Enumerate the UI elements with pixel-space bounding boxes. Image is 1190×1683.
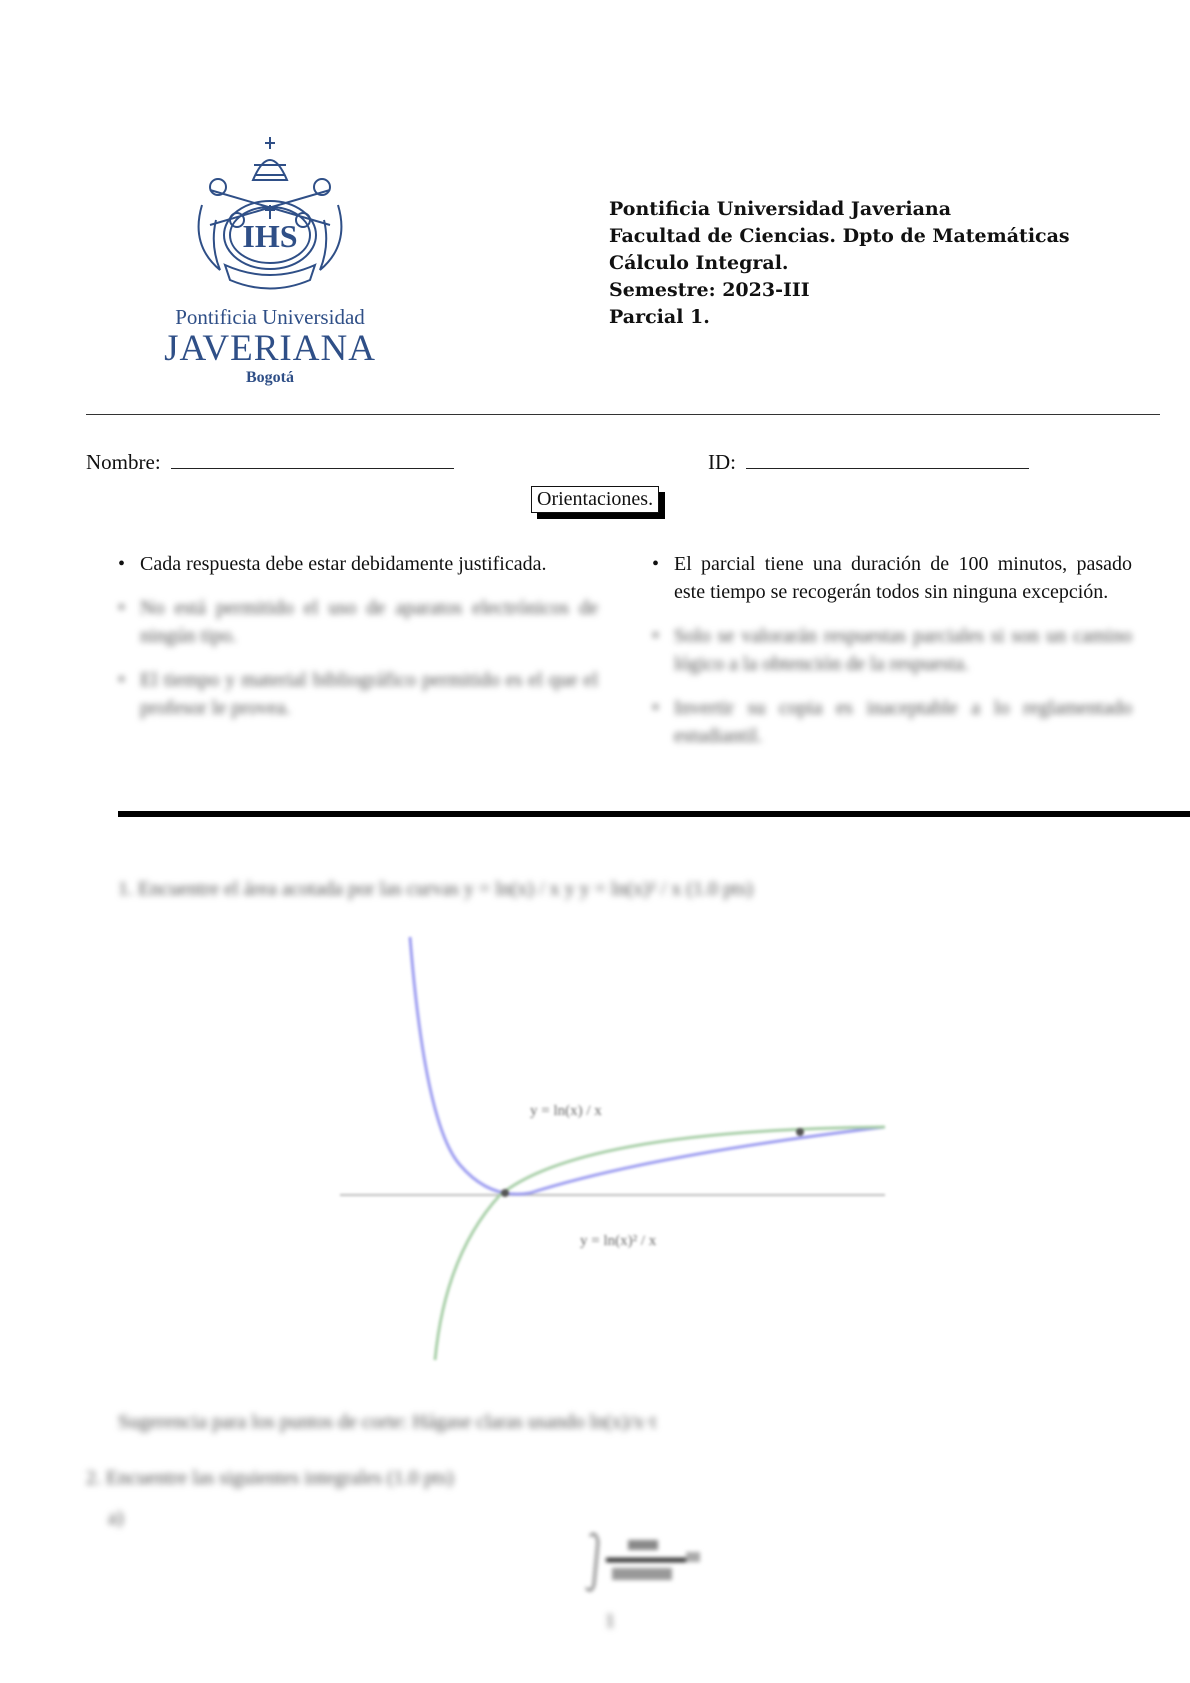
question-2-part-a: a): [108, 1507, 124, 1529]
faculty-name: Facultad de Ciencias. Dpto de Matemáticas: [609, 225, 1070, 247]
page-number: 1: [605, 1610, 615, 1632]
list-item: • El parcial tiene una duración de 100 minutos, pasado este tiempo se recogerán todos sin ninguna excepción.: [652, 550, 1132, 606]
hint-text: Sugerencia para los puntos de corte: Hágase claras usando ln(x)/x·t: [118, 1411, 657, 1433]
list-item: • No está permitido el uso de aparatos electrónicos de ningún tipo.: [118, 594, 598, 650]
list-item: • Cada respuesta debe estar debidamente justificada.: [118, 550, 598, 578]
list-item: • Invertir su copia es inaceptable a lo reglamentado estudiantil.: [652, 694, 1132, 750]
name-label: Nombre:: [86, 450, 161, 474]
university-logo: [140, 135, 400, 390]
crest-icon: [190, 135, 350, 300]
section-divider: [118, 811, 1190, 817]
id-label: ID:: [708, 450, 736, 474]
name-blank[interactable]: [171, 450, 454, 469]
curve-label: y = ln(x) / x: [530, 1103, 602, 1119]
question-2: 2. Encuentre las siguientes integrales (1.0 pts): [86, 1467, 454, 1489]
id-blank[interactable]: [746, 450, 1029, 469]
id-field: [708, 450, 1029, 475]
university-name: Pontificia Universidad Javeriana: [609, 198, 952, 220]
name-field: [86, 450, 454, 475]
question-1: 1. Encuentre el área acotada por las curvas y = ln(x) / x y y = ln(x)² / x (1.0 pts): [118, 878, 754, 900]
intersection-point: [796, 1128, 804, 1136]
logo-line-2: JAVERIANA: [164, 328, 376, 369]
curve-label: y = ln(x)² / x: [580, 1233, 657, 1249]
orientations-title: Orientaciones.: [531, 486, 659, 513]
orientations-left-column: [118, 550, 598, 738]
intersection-point: [501, 1189, 509, 1197]
logo-line-3: Bogotá: [246, 369, 294, 386]
exam-title: Parcial 1.: [609, 306, 710, 328]
orientations-right-column: [652, 550, 1132, 766]
logo-line-1: Pontificia Universidad: [175, 305, 365, 329]
course-name: Cálculo Integral.: [609, 252, 789, 274]
semester: Semestre: 2023-III: [609, 279, 810, 301]
list-item: • Solo se valorarán respuestas parciales si son un camino lógico a la obtención de la respuesta.: [652, 622, 1132, 678]
integral-expression: [578, 1528, 708, 1596]
header-divider: [86, 414, 1160, 415]
curve-ln-x-over-x: [410, 937, 885, 1194]
curves-graph: [330, 925, 890, 1365]
list-item: • El tiempo y material bibliográfico permitido es el que el profesor le provea.: [118, 666, 598, 722]
exam-header: [609, 196, 1070, 331]
svg-text:IHS: IHS: [242, 218, 298, 254]
